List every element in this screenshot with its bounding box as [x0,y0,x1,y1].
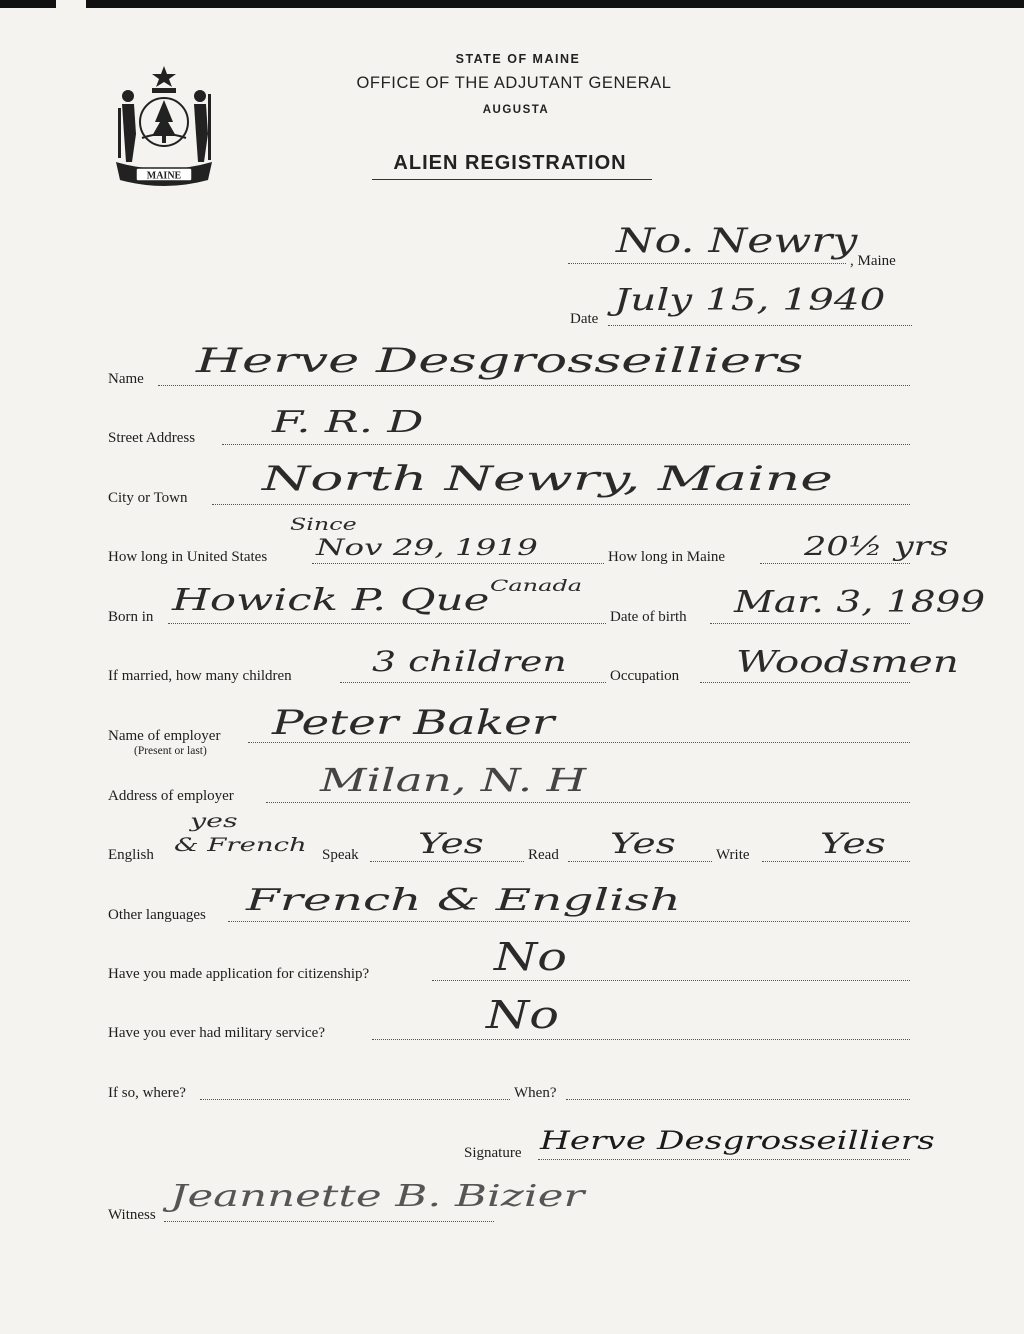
employer-sublabel: (Present or last) [134,745,207,757]
employer-value: Peter Baker [272,703,555,743]
employer-address-value: Milan, N. H [320,761,587,799]
occupation-value: Woodsmen [736,645,959,680]
seal-text: MAINE [146,170,182,182]
name-value: Herve Desgrosseilliers [196,341,804,381]
children-value: 3 children [372,645,567,678]
other-languages-value: French & English [246,883,681,918]
city-label: City or Town [108,490,188,506]
date-label: Date [570,311,599,327]
maine-duration-label: How long in Maine [608,549,726,565]
header-office: OFFICE OF THE ADJUTANT GENERAL [356,74,672,92]
english-label: English [108,847,154,863]
english-annotation: yes [190,810,238,832]
write-value: Yes [820,827,886,860]
write-label: Write [716,847,750,863]
signature-label: Signature [464,1145,522,1161]
born-annotation: Canada [490,576,583,595]
citizenship-label: Have you made application for citizenship? [108,966,370,982]
witness-value: Jeannette B. Bizier [170,1179,585,1214]
location-suffix: , Maine [850,253,896,269]
date-value: July 15, 1940 [614,283,886,318]
location-value: No. Newry [616,221,858,261]
where-label: If so, where? [108,1085,186,1101]
when-label: When? [514,1085,557,1101]
street-label: Street Address [108,430,196,446]
street-value: F. R. D [272,405,424,440]
header-city: AUGUSTA [482,104,550,116]
us-since-annotation: Since [290,515,357,535]
born-value: Howick P. Que [172,583,490,618]
children-label: If married, how many children [108,668,292,684]
title-underline [372,179,652,180]
read-label: Read [528,847,559,863]
header-state: STATE OF MAINE [455,52,581,66]
dob-label: Date of birth [610,609,687,625]
signature-value: Herve Desgrosseilliers [540,1126,935,1155]
read-value: Yes [610,827,676,860]
occupation-label: Occupation [610,668,680,684]
city-value: North Newry, Maine [262,459,833,499]
military-label: Have you ever had military service? [108,1025,325,1041]
born-label: Born in [108,609,154,625]
us-duration-label: How long in United States [108,549,268,565]
maine-duration-value: 20½ yrs [804,532,949,562]
english-value: & French [174,834,307,856]
employer-address-label: Address of employer [108,788,234,804]
military-value: No [486,993,559,1037]
citizenship-value: No [494,935,567,979]
us-duration-value: Nov 29, 1919 [316,536,538,561]
form-title: ALIEN REGISTRATION [393,152,627,174]
scan-edge [0,0,1024,8]
other-languages-label: Other languages [108,907,206,923]
speak-label: Speak [322,847,359,863]
witness-label: Witness [108,1207,156,1223]
dob-value: Mar. 3, 1899 [734,585,986,620]
name-label: Name [108,371,144,387]
speak-value: Yes [418,827,484,860]
employer-label: Name of employer [108,728,221,744]
